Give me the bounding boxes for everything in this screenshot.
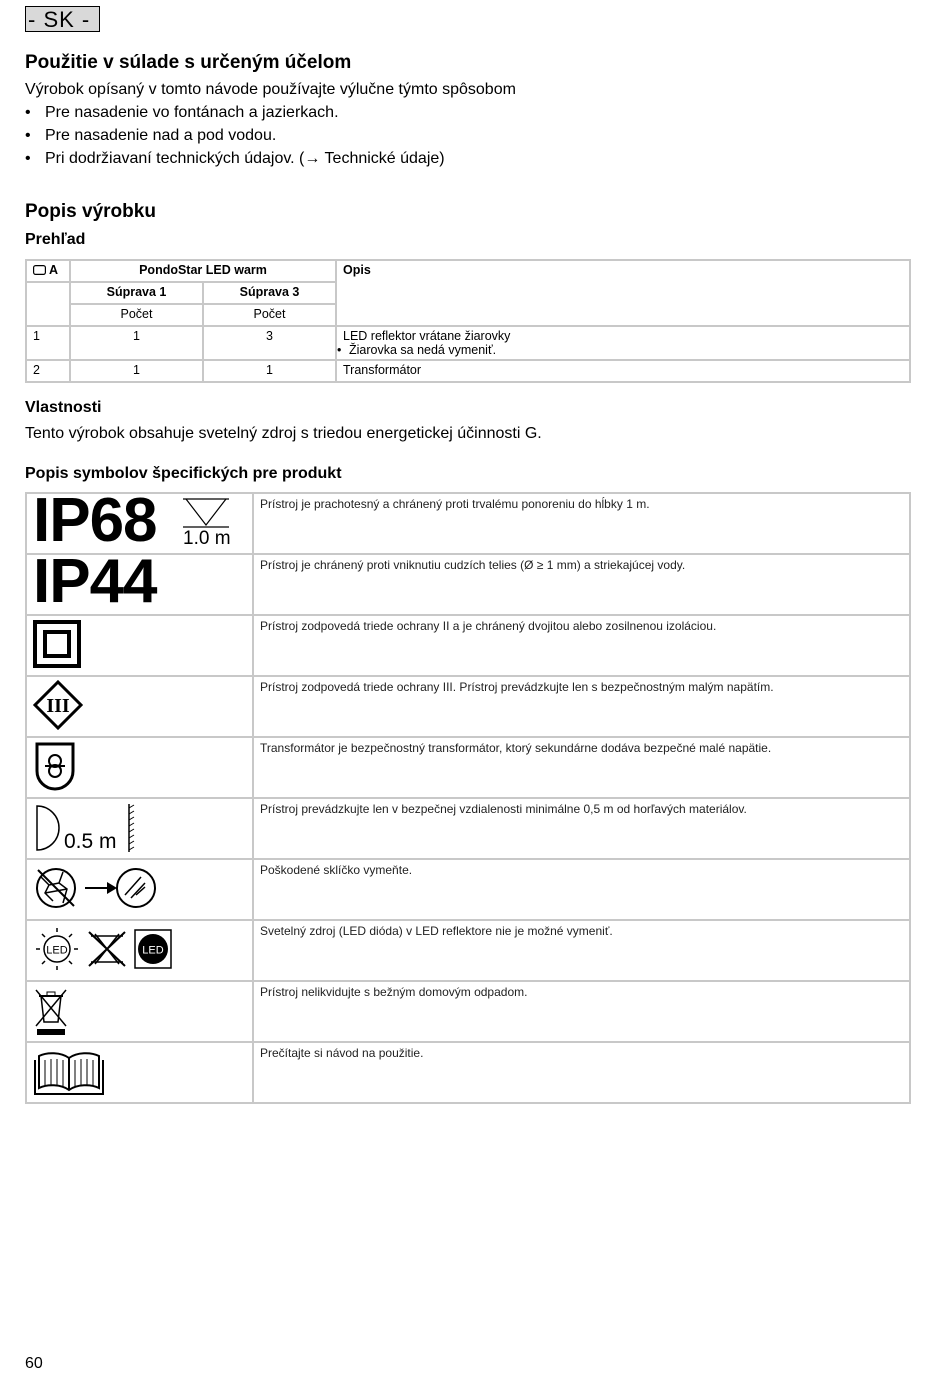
symbol-description: Svetelný zdroj (LED dióda) v LED reflektore nie je možné vymeniť.	[253, 920, 910, 981]
table-header-count3: Počet	[203, 304, 336, 326]
symbol-description: Prístroj zodpovedá triede ochrany III. Prístroj prevádzkujte len s bezpečnostným malým napätím.	[253, 676, 910, 737]
language-tag: - SK -	[25, 6, 100, 32]
distance-label: 0.5 m	[64, 830, 117, 853]
table-row	[26, 493, 910, 554]
protection-class-3-icon	[26, 676, 253, 737]
section-title-intended-use: Použitie v súlade s určeným účelom	[25, 52, 352, 73]
table-row	[26, 554, 910, 615]
table-cell	[26, 282, 70, 326]
svg-text:III: III	[46, 695, 70, 717]
symbol-description: Prístroj prevádzkujte len v bezpečnej vzdialenosti minimálne 0,5 m od horľavých materiálov.	[253, 798, 910, 859]
depth-triangle-icon	[182, 498, 230, 528]
list-item: • Pre nasadenie vo fontánach a jazierkach.	[25, 104, 339, 121]
ip44-icon	[26, 547, 253, 616]
safety-transformer-icon	[26, 737, 253, 798]
section-title-product-description: Popis výrobku	[25, 201, 156, 222]
protection-class-2-icon	[26, 615, 253, 676]
table-cell: 1	[70, 326, 203, 360]
table-cell: 1	[70, 360, 203, 382]
read-manual-icon	[26, 1042, 253, 1103]
weee-bin-icon	[26, 981, 253, 1042]
table-row	[26, 326, 910, 360]
symbol-description: Prístroj zodpovedá triede ochrany II a je chránený dvojitou alebo zosilnenou izoláciou.	[253, 615, 910, 676]
depth-label: 1.0 m	[183, 528, 231, 549]
ip68-label: IP68	[33, 486, 157, 555]
table-cell: LED reflektor vrátane žiarovky • Žiarovka sa nedá vymeniť.	[336, 326, 910, 360]
table-header-description: Opis	[336, 260, 910, 326]
table-row	[26, 798, 910, 859]
intended-use-intro: Výrobok opísaný v tomto návode používajte výlučne týmto spôsobom	[25, 81, 516, 98]
led-not-replaceable-icon	[26, 920, 253, 981]
table-row	[26, 981, 910, 1042]
ip44-label: IP44	[33, 547, 157, 616]
overview-heading: Prehľad	[25, 231, 86, 248]
symbol-description: Prístroj nelikvidujte s bežným domovým odpadom.	[253, 981, 910, 1042]
features-heading: Vlastnosti	[25, 399, 102, 416]
symbols-table	[25, 486, 911, 1104]
table-row	[26, 859, 910, 920]
list-item: • Pre nasadenie nad a pod vodou.	[25, 127, 277, 144]
ip68-depth-icon	[26, 486, 253, 555]
symbol-description: Poškodené sklíčko vymeňte.	[253, 859, 910, 920]
table-row	[26, 737, 910, 798]
table-header-count1: Počet	[70, 304, 203, 326]
svg-text:LED: LED	[46, 944, 68, 957]
table-header-set3: Súprava 3	[203, 282, 336, 304]
figure-icon	[33, 265, 46, 275]
list-item: • Pri dodržiavaní technických údajov. (→ Technické údaje)	[25, 150, 445, 167]
overview-table	[25, 259, 911, 383]
table-row	[26, 920, 910, 981]
table-row	[26, 360, 910, 382]
symbol-description: Prečítajte si návod na použitie.	[253, 1042, 910, 1103]
page-number: 60	[25, 1355, 43, 1372]
table-cell: 3	[203, 326, 336, 360]
table-cell: 2	[26, 360, 70, 382]
table-header-figure: A	[26, 260, 70, 282]
table-cell: 1	[203, 360, 336, 382]
table-cell: 1	[26, 326, 70, 360]
symbol-description: Prístroj je prachotesný a chránený proti trvalému ponoreniu do hĺbky 1 m.	[253, 493, 910, 554]
table-header-set1: Súprava 1	[70, 282, 203, 304]
table-cell: Transformátor	[336, 360, 910, 382]
replace-glass-icon	[26, 859, 253, 920]
symbols-heading: Popis symbolov špecifických pre produkt	[25, 465, 342, 482]
symbol-description: Transformátor je bezpečnostný transformátor, ktorý sekundárne dodáva bezpečné malé napätie.	[253, 737, 910, 798]
svg-text:LED: LED	[142, 944, 164, 957]
symbol-description: Prístroj je chránený proti vniknutiu cudzích telies (Ø ≥ 1 mm) a striekajúcej vody.	[253, 554, 910, 615]
features-text: Tento výrobok obsahuje svetelný zdroj s triedou energetickej účinnosti G.	[25, 425, 542, 442]
min-distance-icon	[26, 798, 253, 859]
table-row	[26, 615, 910, 676]
table-row	[26, 1042, 910, 1103]
table-row	[26, 676, 910, 737]
table-header-product: PondoStar LED warm	[70, 260, 336, 282]
